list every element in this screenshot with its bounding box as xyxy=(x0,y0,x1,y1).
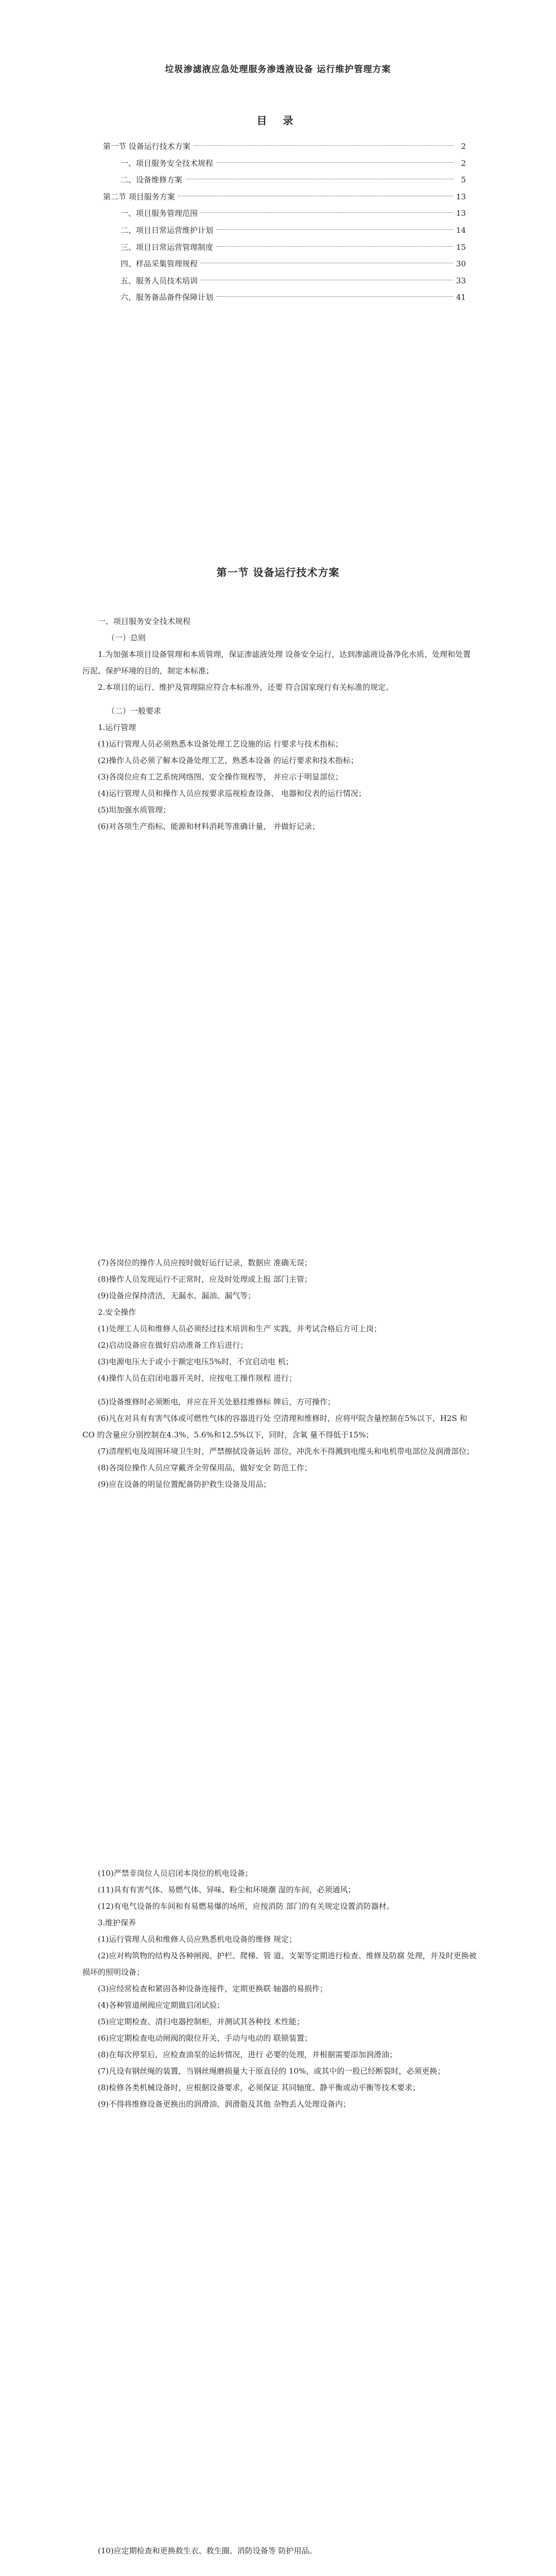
paragraph: (1)运行管理人员必须熟悉本设备处理工艺设施的运 行要求与技术指标； xyxy=(98,739,343,749)
toc-entry[interactable]: 四、样品采集管理规程 30 xyxy=(120,259,466,269)
paragraph: 2.安全操作 xyxy=(98,1308,136,1317)
toc-entry[interactable]: 第二节 项目服务方案 13 xyxy=(103,192,466,201)
paragraph: (7)凡设有钢丝绳的装置，当钢丝绳磨损量大于原直径的 10%，或其中的一股已经断裂时，必须更换； xyxy=(98,2066,445,2076)
subsection-heading: （一）总则 xyxy=(107,633,146,642)
paragraph: 1.运行管理 xyxy=(98,723,136,732)
toc-entry[interactable]: 五、服务人员技术培训 33 xyxy=(120,276,466,285)
paragraph: (8)在每次停泵后，应检查油泵的运转情况，进行 必要的处理，并根据需要添加润滑油； xyxy=(98,2050,397,2059)
toc-entry[interactable]: 六、服务备品备件保障计划 41 xyxy=(120,293,466,302)
paragraph: (4)运行管理人员和操作人员应按要求巡视检查设备、 电器和仪表的运行情况； xyxy=(98,789,367,798)
toc-entry[interactable]: 三、项目日常运营管理制度 15 xyxy=(120,242,466,252)
paragraph: (1)运行管理人员和维修人员应熟悉机电设备的维修 规定； xyxy=(98,1935,297,1944)
section-heading: 一、项目服务安全技术规程 xyxy=(98,617,191,626)
section-1-body xyxy=(82,613,479,835)
paragraph: (2)操作人员必须了解本设备处理工艺，熟悉本设备 的运行要求和技术指标； xyxy=(98,756,359,765)
document-title: 垃圾渗滤液应急处理服务渗透液设备 运行维护管理方案 xyxy=(165,64,391,75)
paragraph: (4)操作人员在启闭电器开关时，应按电工操作规程 进行； xyxy=(98,1374,297,1383)
subsection-heading: （二）一般要求 xyxy=(107,706,162,716)
paragraph: (6)对各项生产指标、能源和材料消耗等准确计量， 并做好记录； xyxy=(98,822,320,831)
paragraph: 1.为加强本项目设备管理和本质管理，保证渗滤液处理 设备安全运行，达到渗滤液设备净化水质、处理和处置 污泥、保护环境的目的，制定本标准； xyxy=(82,650,471,675)
paragraph: (9)设备应保持清洁，无漏水、漏油、漏气等； xyxy=(98,1291,256,1300)
table-of-contents xyxy=(103,138,466,306)
paragraph: (5)坦加强水质管理； xyxy=(98,805,171,815)
paragraph: (9)应在设备的明显位置配备防护救生设备及用品； xyxy=(98,1480,271,1489)
toc-heading: 目 录 xyxy=(256,114,300,127)
paragraph: (8)操作人员发现运行不正常时，应及时处理或上报 部门主管； xyxy=(98,1275,312,1284)
paragraph: (3)电源电压大于或小于额定电压5%时，不宜启动电 机； xyxy=(98,1357,293,1366)
paragraph: (5)应定期检查、清扫电器控制柜，并测试其各种技 术性能； xyxy=(98,2017,305,2026)
toc-entry[interactable]: 一、项目服务管理范围 13 xyxy=(120,209,466,218)
paragraph: 2.本项目的运行、维护及管理除应符合本标准外，还要 符合国家现行有关标准的规定。 xyxy=(98,683,394,692)
paragraph: (5)设备维修时必须断电，并应在开关处悬挂维修标 牌后，方可操作； xyxy=(98,1397,336,1406)
paragraph: 3.维护保养 xyxy=(98,1918,136,1927)
paragraph: (8)检修各类机械设备时，应根据设备要求，必须保证 其同轴度、静平衡或动平衡等技术要求； xyxy=(98,2083,421,2092)
paragraph: (4)各种管道闸阀应定期做启闭试验； xyxy=(98,2001,225,2010)
paragraph: (2)应对构筑物的结构及各种闸阀、护栏、爬梯、管 道、支架等定期进行检查、维修及防腐 处理，并及时更换被损坏的照明设备； xyxy=(82,1951,477,1977)
paragraph: (6)凡在对具有有害气体或可燃性气体的容器进行处 空清理和维修时，应将甲院含量控制在5%以下，H2S 和 CO 的含量应分别控制在4.3%、5.6%和12.5%以下，同时，含氧 量不得低于15%； xyxy=(82,1414,467,1439)
section-4-body xyxy=(82,2543,479,2559)
paragraph: (8)各岗位操作人员应穿戴齐全劳保用品，做好安全 防范工作； xyxy=(98,1463,312,1472)
chapter-title: 第一节 设备运行技术方案 xyxy=(216,566,340,579)
paragraph: (11)具有有害气体、易燃气体、异味、粉尘和环境潮 湿的车间，必须通风； xyxy=(98,1885,356,1894)
toc-entry[interactable]: 二、项目日常运营维护计划 14 xyxy=(120,225,466,235)
paragraph: (3)各岗位应有工艺系统网络图、安全操作规程等， 并应示于明显部位； xyxy=(98,772,343,782)
paragraph: (10)应定期检查和更换救生衣、救生圈、消防设备等 防护用品。 xyxy=(98,2546,317,2555)
paragraph: (7)清理机电及周围环境卫生时，严禁擦拭设备运转 部位，冲洗水不得溅到电缆头和电机带电部位及润滑部位； xyxy=(98,1447,475,1456)
paragraph: (12)有电气设备的车间和有易燃易爆的场所，应按消防 部门的有关规定设置消防器材。 xyxy=(98,1902,394,1911)
section-2-body xyxy=(82,1255,479,1493)
paragraph: (1)处理工人员和维修人员必须经过技术培训和生产 实践，并考试合格后方可上岗； xyxy=(98,1324,382,1333)
paragraph: (10)严禁非岗位人员启闭本岗位的机电设备； xyxy=(98,1869,253,1878)
paragraph: (3)应经常检查和紧固各种设备连接件，定期更换联 轴器的易损件； xyxy=(98,1984,328,1993)
paragraph: (6)应定期检查电动闸阀的限位开关、手动与电动的 联锁装置； xyxy=(98,2033,312,2043)
section-3-body xyxy=(82,1865,479,2112)
toc-entry[interactable]: 一、项目服务安全技术规程 2 xyxy=(120,158,466,168)
paragraph: (9)不得将维修设备更换出的润滑油、润滑脂及其他 杂物丢入处理设备内； xyxy=(98,2099,351,2109)
toc-entry[interactable]: 二、设备维修方案 5 xyxy=(120,175,466,185)
toc-entry[interactable]: 第一节 设备运行技术方案 2 xyxy=(103,142,466,151)
paragraph: (2)启动设备应在做好启动准备工作后进行； xyxy=(98,1341,248,1350)
paragraph: (7)各岗位的操作人员应按时做好运行记录，数据应 准确无误； xyxy=(98,1258,312,1267)
